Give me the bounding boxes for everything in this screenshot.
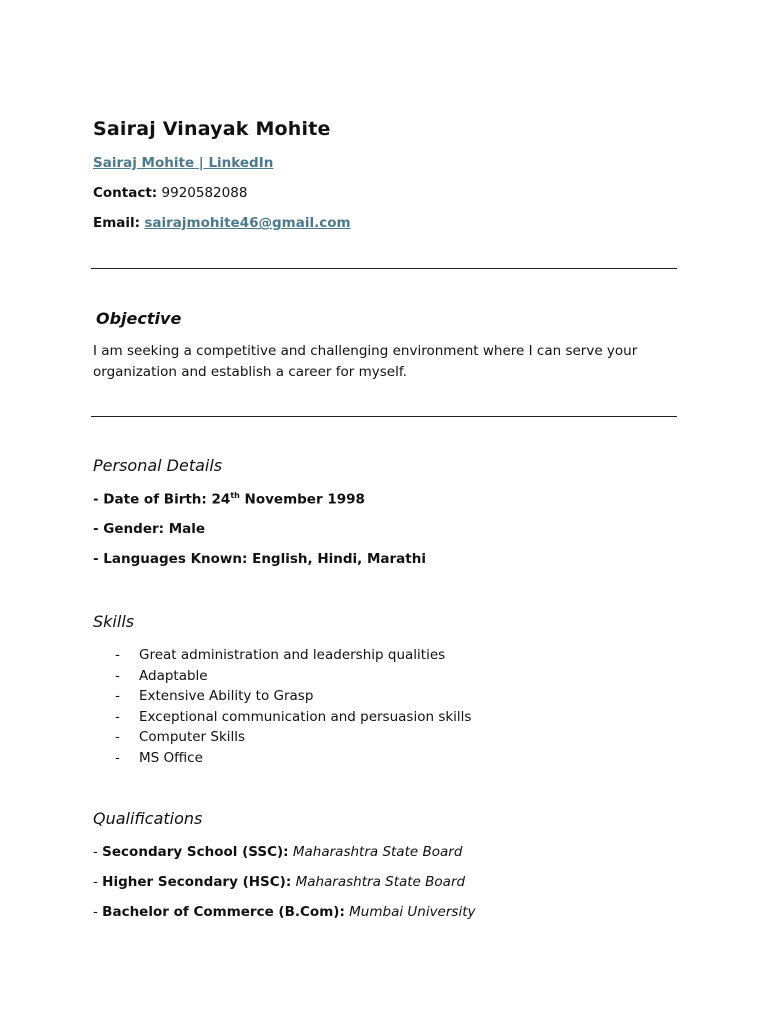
personal-details-heading: Personal Details [93,456,223,475]
candidate-name: Sairaj Vinayak Mohite [93,118,331,140]
skills-list [115,645,471,769]
bullet: - [115,729,120,746]
dob-label: - Date of Birth: 24 [93,491,231,508]
qualification-item [93,874,465,890]
qualification-label: Higher Secondary (HSC): [102,874,292,890]
skill-text: Adaptable [139,667,208,684]
bullet: - [115,647,120,663]
skill-text: Great administration and leadership qualities [139,647,446,663]
qualification-value: Maharashtra State Board [295,874,466,890]
skill-text: Exceptional communication and persuasion skills [139,708,472,725]
email-row [93,215,351,231]
qualification-prefix: - [93,874,103,890]
languages-known: - Languages Known: English, Hindi, Marathi [93,551,426,567]
skill-text: Extensive Ability to Grasp [139,688,314,705]
list-item [115,748,471,769]
qualification-value: Maharashtra State Board [292,844,463,860]
linkedin-link[interactable]: Sairaj Mohite | LinkedIn [93,155,274,171]
contact-label: Contact: [93,185,158,201]
bullet: - [115,749,120,766]
linkedin-row [93,155,273,171]
list-item [115,686,471,707]
objective-text: I am seeking a competitive and challenging environment where I can serve your organization and establish a career for myself. [93,343,638,380]
date-of-birth [93,491,365,508]
objective-heading: Objective [96,309,182,328]
list-item [115,666,471,687]
bullet: - [115,708,120,725]
skill-text: Computer Skills [139,729,246,746]
divider [91,416,677,417]
skills-heading: Skills [93,612,135,631]
contact-value: 9920582088 [161,185,248,201]
qualification-value: Mumbai University [349,904,476,920]
list-item [115,727,471,748]
dob-superscript: th [230,491,240,500]
email-link[interactable]: sairajmohite46@gmail.com [144,215,351,231]
qualification-item [93,844,462,860]
qualification-prefix: - [93,904,103,920]
qualification-label: Secondary School (SSC): [102,844,289,860]
email-label: Email: [93,215,141,231]
divider [91,268,677,269]
bullet: - [115,667,120,684]
list-item [115,645,471,666]
skill-text: MS Office [139,749,203,766]
qualifications-heading: Qualifications [93,809,203,828]
gender: - Gender: Male [93,521,206,537]
contact-row [93,185,247,201]
bullet: - [115,688,120,705]
list-item [115,707,471,728]
qualification-label: Bachelor of Commerce (B.Com): [102,904,345,920]
qualification-item [93,904,475,920]
qualification-prefix: - [93,844,103,860]
dob-rest: November 1998 [239,491,365,508]
